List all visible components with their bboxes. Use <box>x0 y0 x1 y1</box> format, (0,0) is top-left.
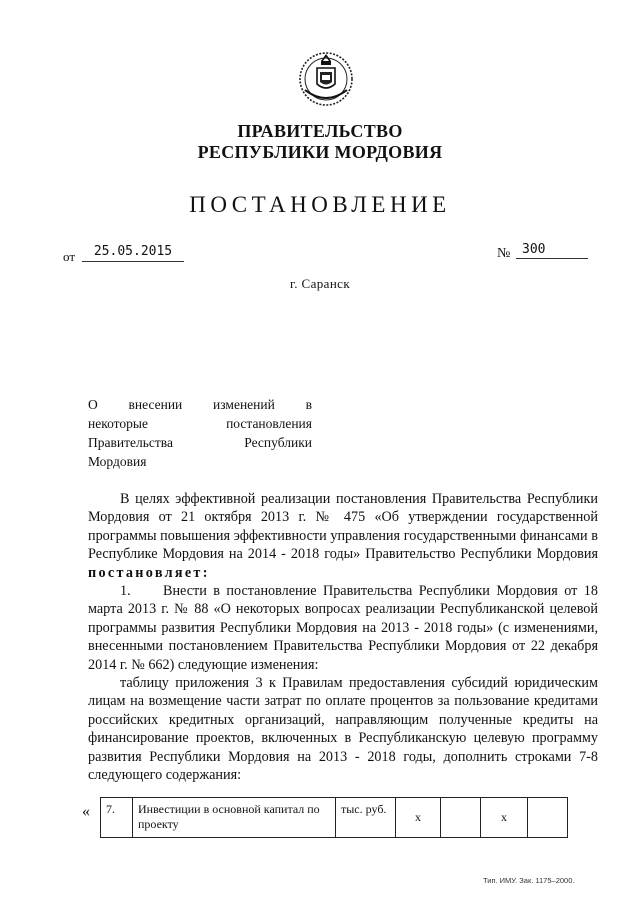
number-label: № <box>497 246 511 261</box>
city: г. Саранск <box>289 276 351 291</box>
subject-line: Мордовия <box>88 454 147 469</box>
subject-line: некоторые постановления <box>88 416 312 431</box>
resolves-word: постановляет: <box>88 564 210 581</box>
table-row <box>101 798 568 838</box>
number-value: 300 <box>516 242 588 259</box>
date-label: от <box>63 249 76 264</box>
subject-line: О внесении изменений в <box>88 397 312 412</box>
row-cell <box>528 798 568 838</box>
subject-block <box>88 395 312 471</box>
row-number: 7. <box>101 798 133 838</box>
row-cell: х <box>481 798 528 838</box>
row-cell <box>441 798 481 838</box>
table-instruction-paragraph: таблицу приложения 3 к Правилам предоставления субсидий юридическим лицам на возмещение части затрат по оплате процентов за пользование кредитами российских кредитных организаций, направляющим полученные кредиты на финансирование проектов, включенных в Республиканскую целевую программу развития Республики Мордовия на 2013 - 2018 годы, дополнить строками 7-8 следующего содержания: <box>88 675 598 784</box>
print-info: Тип. ИМУ. Зак. 1175–2000. <box>483 876 575 885</box>
row-unit: тыс. руб. <box>336 798 396 838</box>
preamble-paragraph <box>88 490 598 582</box>
row-cell: х <box>396 798 441 838</box>
open-quote: « <box>82 803 90 820</box>
document-body <box>88 490 598 785</box>
preamble-text: В целях эффективной реализации постановления Правительства Республики Мордовия от 21 октября 2013 г. № 475 «Об утверждении государственной программы повышения эффективности управления государственными финансами в Республике Мордовия на 2014 - 2018 годы» Правительство Республики Мордовия <box>88 491 598 563</box>
coat-of-arms-icon <box>295 46 357 108</box>
row-name: Инвестиции в основной капитал по проекту <box>133 798 336 838</box>
addition-table <box>100 797 568 838</box>
document-type: ПОСТАНОВЛЕНИЕ <box>189 192 451 217</box>
government-title: ПРАВИТЕЛЬСТВО <box>237 121 403 141</box>
clause-paragraph: 1. Внести в постановление Правительства Республики Мордовия от 18 марта 2013 г. № 88 «О некоторых вопросах реализации Республиканской целевой программы развития Республики Мордовия на 2013 - 2018 годы» (с изменениями, внесенными постановлением Правительства Республики Мордовия от 22 декабря 2014 г. № 662) следующие изменения: <box>88 583 598 673</box>
government-title-republic: РЕСПУБЛИКИ МОРДОВИЯ <box>197 142 443 162</box>
subject-line: Правительства Республики <box>88 435 312 450</box>
date-value: 25.05.2015 <box>82 244 184 262</box>
